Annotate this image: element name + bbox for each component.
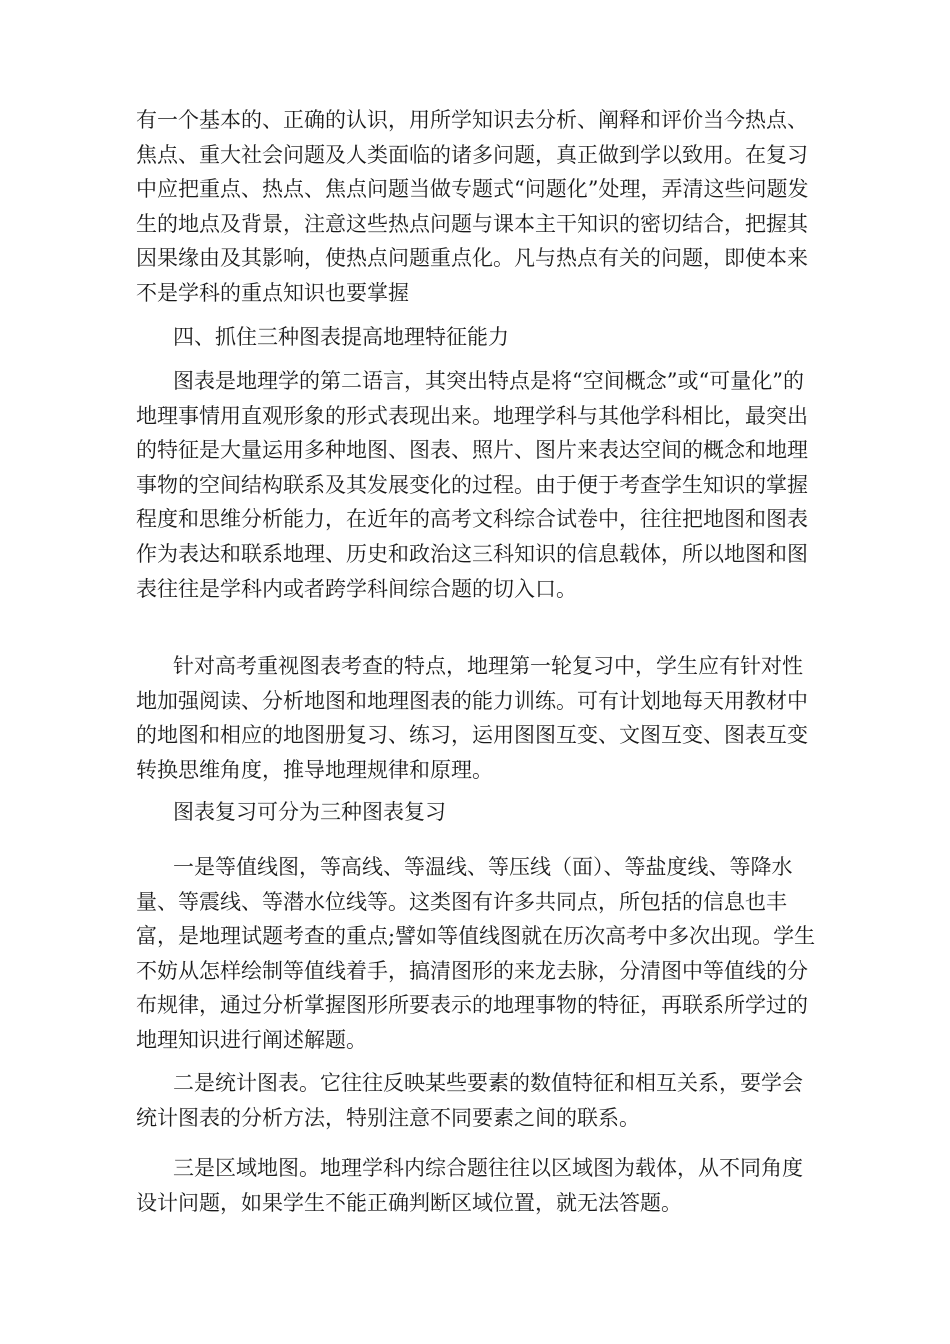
paragraph-statistical-charts: 二是统计图表。它往往反映某些要素的数值特征和相互关系，要学会统计图表的分析方法，特别注意不同要素之间的联系。 — [136, 1071, 803, 1130]
section-heading-four: 四、抓住三种图表提高地理特征能力 — [173, 325, 509, 349]
paragraph-hotspot-review: 有一个基本的、正确的认识，用所学知识去分析、阐释和评价当今热点、焦点、重大社会问题及人类面临的诸多问题，真正做到学以致用。在复习中应把重点、热点、焦点问题当做专题式“问题化”处理，弄清这些问题发生的地点及背景，注意这些热点问题与课本主干知识的密切结合，把握其因果缘由及其影响，使热点问题重点化。凡与热点有关的问题，即使本来不是学科的重点知识也要掌握 — [136, 108, 809, 305]
paragraph-three-charts-intro: 图表复习可分为三种图表复习 — [173, 800, 446, 824]
paragraph-regional-maps: 三是区域地图。地理学科内综合题往往以区域图为载体，从不同角度设计问题，如果学生不能正确判断区域位置，就无法答题。 — [136, 1156, 803, 1215]
paragraph-charts-language: 图表是地理学的第二语言，其突出特点是将“空间概念”或“可量化”的地理事情用直观形象的形式表现出来。地理学科与其他学科相比，最突出的特征是大量运用多种地图、图表、照片、图片来表达空间的概念和地理事物的空间结构联系及其发展变化的过程。由于便于考查学生知识的掌握程度和思维分析能力，在近年的高考文科综合试卷中，往往把地图和图表作为表达和联系地理、历史和政治这三科知识的信息载体，所以地图和图表往往是学科内或者跨学科间综合题的切入口。 — [136, 369, 808, 601]
paragraph-isoline-maps: 一是等值线图，等高线、等温线、等压线（面）、等盐度线、等降水量、等震线、等潜水位线等。这类图有许多共同点，所包括的信息也丰富，是地理试题考查的重点;譬如等值线图就在历次高考中多次出现。学生不妨从怎样绘制等值线着手，搞清图形的来龙去脉，分清图中等值线的分布规律，通过分析掌握图形所要表示的地理事物的特征，再联系所学过的地理知识进行阐述解题。 — [136, 855, 816, 1052]
paragraph-chart-training: 针对高考重视图表考查的特点，地理第一轮复习中，学生应有针对性地加强阅读、分析地图和地理图表的能力训练。可有计划地每天用教材中的地图和相应的地图册复习、练习，运用图图互变、文图互变、图表互变转换思维角度，推导地理规律和原理。 — [136, 654, 808, 782]
